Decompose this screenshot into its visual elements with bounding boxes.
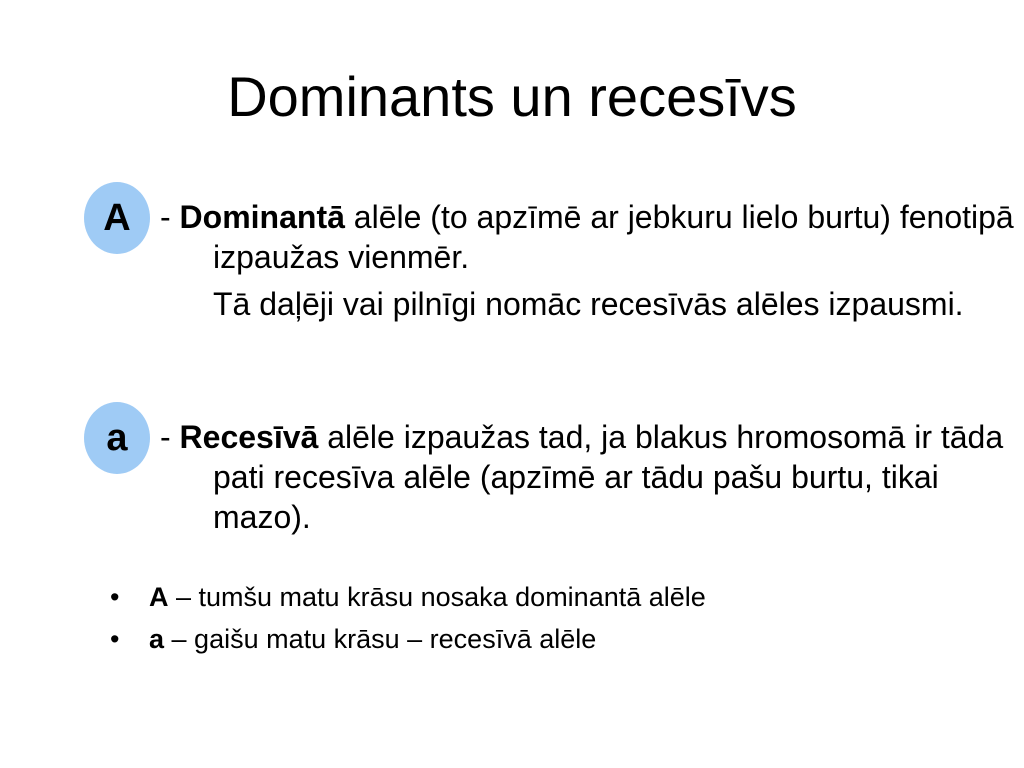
dominant-dash: - — [160, 199, 180, 235]
bullet-marker: • — [110, 582, 120, 612]
bullet-text: – tumšu matu krāsu nosaka dominantā alēle — [168, 582, 706, 612]
bullet-marker: • — [110, 624, 120, 654]
dominant-allele-symbol: A — [103, 196, 131, 239]
dominant-text: alēle (to apzīmē ar jebkuru lielo burtu) fenotipā izpaužas vienmēr. — [213, 199, 1014, 275]
bullet-key: a — [149, 624, 165, 654]
dominant-term: Dominantā — [179, 199, 345, 235]
bullet-item — [110, 576, 706, 618]
recessive-paragraph — [160, 417, 1024, 537]
slide-title: Dominants un recesīvs — [227, 65, 797, 128]
bullet-item — [110, 618, 706, 660]
dominant-allele-badge — [84, 182, 150, 254]
bullet-text: – gaišu matu krāsu – recesīvā alēle — [164, 624, 597, 654]
dominant-second-paragraph: Tā daļēji vai pilnīgi nomāc recesīvās alēles izpausmi. — [213, 286, 964, 322]
recessive-term: Recesīvā — [179, 419, 319, 455]
dominant-paragraph — [160, 197, 1024, 277]
recessive-allele-badge — [84, 402, 150, 474]
recessive-dash: - — [160, 419, 180, 455]
recessive-allele-symbol: a — [106, 416, 128, 459]
recessive-text: alēle izpaužas tad, ja blakus hromosomā ir tāda pati recesīva alēle (apzīmē ar tādu pašu burtu, tikai mazo). — [213, 419, 1004, 535]
bullet-key: A — [149, 582, 169, 612]
bullet-list — [110, 576, 706, 660]
